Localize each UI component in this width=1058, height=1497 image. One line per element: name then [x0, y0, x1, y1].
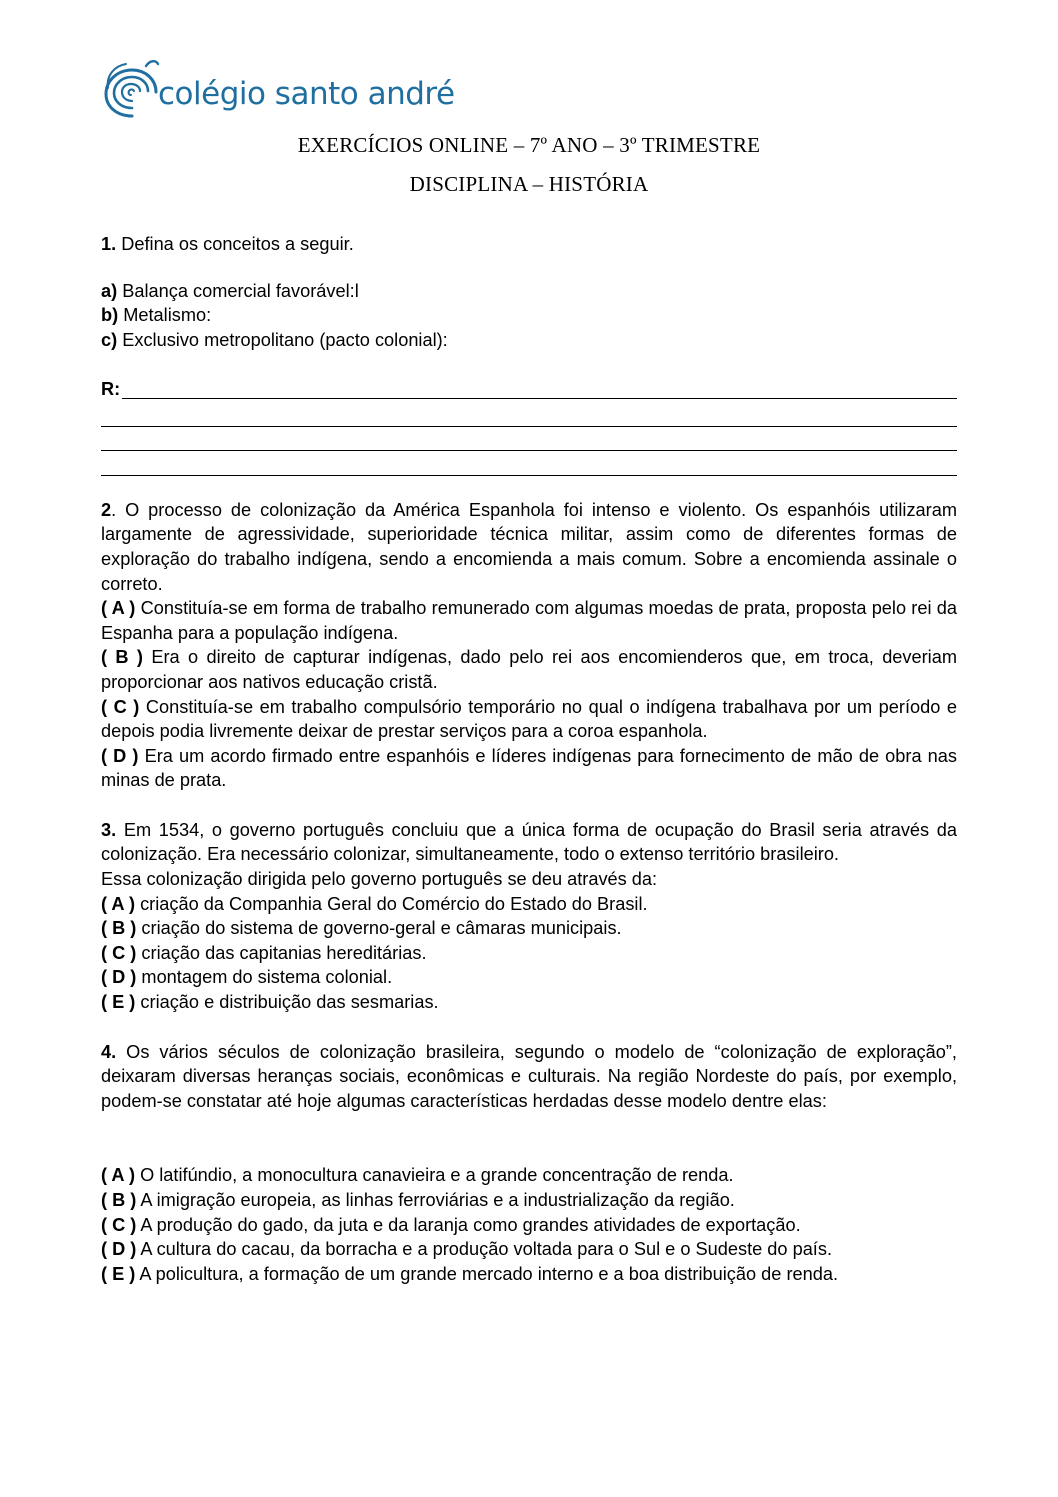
q3-option-b[interactable]	[101, 916, 957, 941]
option-text: criação e distribuição das sesmarias.	[135, 992, 439, 1013]
question-number: 2	[101, 499, 112, 520]
option-text: A produção do gado, da juta e da laranja como grandes atividades de exportação.	[136, 1214, 801, 1235]
option-text: criação das capitanias hereditárias.	[136, 942, 427, 963]
q3-option-d[interactable]	[101, 965, 957, 990]
option-text: Era um acordo firmado entre espanhóis e líderes indígenas para fornecimento de mão de obra nas minas de prata.	[101, 745, 958, 791]
q2-option-c[interactable]	[101, 695, 957, 744]
q3-option-e[interactable]	[101, 990, 957, 1015]
item-text: Metalismo:	[118, 305, 212, 326]
option-text: criação do sistema de governo-geral e câmaras municipais.	[136, 918, 622, 939]
question-text: . O processo de colonização da América Espanhola foi intenso e violento. Os espanhóis utilizaram largamente de agressividade, superioridade técnica militar, assim como de diferentes formas de exploração do trabalho indígena, sendo a encomienda a mais comum. Sobre a encomienda assinale o correto.	[101, 499, 957, 594]
q4-option-a[interactable]	[101, 1163, 957, 1188]
question-number: 1.	[101, 234, 117, 254]
q4-option-c[interactable]	[101, 1213, 957, 1238]
answer-label: R:	[101, 379, 121, 400]
page-subtitle: DISCIPLINA – HISTÓRIA	[409, 172, 649, 196]
option-text: montagem do sistema colonial.	[136, 967, 393, 988]
option-text: Constituía-se em forma de trabalho remunerado com algumas moedas de prata, proposta pelo rei da Espanha para a população indígena.	[101, 598, 957, 643]
item-text: Balança comercial favorável:l	[117, 280, 359, 301]
question-4	[101, 1040, 957, 1114]
q3-option-a[interactable]	[101, 892, 957, 917]
option-text: A policultura, a formação de um grande mercado interno e a boa distribuição de renda.	[135, 1263, 839, 1284]
option-label: ( B )	[101, 647, 143, 668]
option-label: ( C )	[101, 1214, 137, 1235]
item-label: a)	[101, 280, 118, 301]
question-3-prompt: Essa colonização dirigida pelo governo português se deu através da:	[101, 869, 658, 890]
q3-option-c[interactable]	[101, 941, 957, 966]
option-text: O latifúndio, a monocultura canavieira e a grande concentração de renda.	[135, 1165, 734, 1186]
school-name: colégio santo andré	[158, 76, 455, 112]
question-number: 4.	[101, 1041, 117, 1062]
question-3	[101, 818, 957, 867]
question-text: Em 1534, o governo português concluiu que a única forma de ocupação do Brasil seria através da colonização. Era necessário colonizar, simultaneamente, todo o extenso território brasileiro.	[101, 819, 957, 865]
option-label: ( E )	[101, 1263, 136, 1284]
option-text: Era o direito de capturar indígenas, dado pelo rei aos encomienderos que, em troca, deveriam proporcionar aos nativos educação cristã.	[101, 647, 957, 692]
q2-option-a[interactable]	[101, 596, 957, 645]
q2-option-d[interactable]	[101, 744, 957, 793]
school-logo	[102, 58, 455, 128]
q1-item-b	[101, 303, 957, 328]
answer-rule	[122, 398, 957, 399]
q4-option-b[interactable]	[101, 1188, 957, 1213]
answer-line[interactable]	[101, 402, 957, 427]
option-text: A cultura do cacau, da borracha e a produção voltada para o Sul e o Sudeste do país.	[136, 1239, 833, 1260]
option-text: Constituía-se em trabalho compulsório temporário no qual o indígena trabalhava por um período e depois podia livremente deixar de prestar serviços para a coroa espanhola.	[101, 696, 958, 742]
q4-option-e[interactable]	[101, 1262, 957, 1287]
item-label: c)	[101, 329, 118, 350]
option-label: ( C )	[101, 696, 140, 717]
option-label: ( C )	[101, 942, 137, 963]
option-label: ( D )	[101, 967, 137, 988]
page-title: EXERCÍCIOS ONLINE – 7º ANO – 3º TRIMESTRE	[297, 133, 761, 157]
swirl-logo-icon	[102, 58, 162, 124]
option-text: A imigração europeia, as linhas ferroviárias e a industrialização da região.	[136, 1190, 735, 1210]
answer-line[interactable]	[101, 377, 957, 402]
question-text: Os vários séculos de colonização brasileira, segundo o modelo de “colonização de exploração”, deixaram diversas heranças sociais, econômicas e culturais. Na região Nordeste do país, por exemplo, podem-se constatar até hoje algumas características herdadas desse modelo dentre elas:	[101, 1041, 957, 1111]
answer-line[interactable]	[101, 427, 957, 452]
question-number: 3.	[101, 819, 117, 840]
option-label: ( A )	[101, 598, 136, 619]
q1-item-a	[101, 279, 957, 304]
option-label: ( D )	[101, 745, 139, 766]
question-1	[101, 232, 957, 257]
exercise-content	[101, 232, 957, 1286]
option-label: ( B )	[101, 1190, 137, 1210]
option-text: criação da Companhia Geral do Comércio do Estado do Brasil.	[135, 893, 648, 914]
item-label: b)	[101, 305, 119, 326]
option-label: ( A )	[101, 893, 136, 914]
item-text: Exclusivo metropolitano (pacto colonial):	[117, 329, 448, 350]
option-label: ( E )	[101, 992, 136, 1013]
q4-option-d[interactable]	[101, 1237, 957, 1262]
question-text: Defina os conceitos a seguir.	[116, 234, 354, 254]
q1-item-c	[101, 328, 957, 353]
q2-option-b[interactable]	[101, 645, 957, 694]
option-label: ( B )	[101, 918, 137, 939]
answer-line[interactable]	[101, 451, 957, 476]
option-label: ( A )	[101, 1165, 136, 1186]
option-label: ( D )	[101, 1239, 137, 1260]
question-2	[101, 498, 957, 596]
